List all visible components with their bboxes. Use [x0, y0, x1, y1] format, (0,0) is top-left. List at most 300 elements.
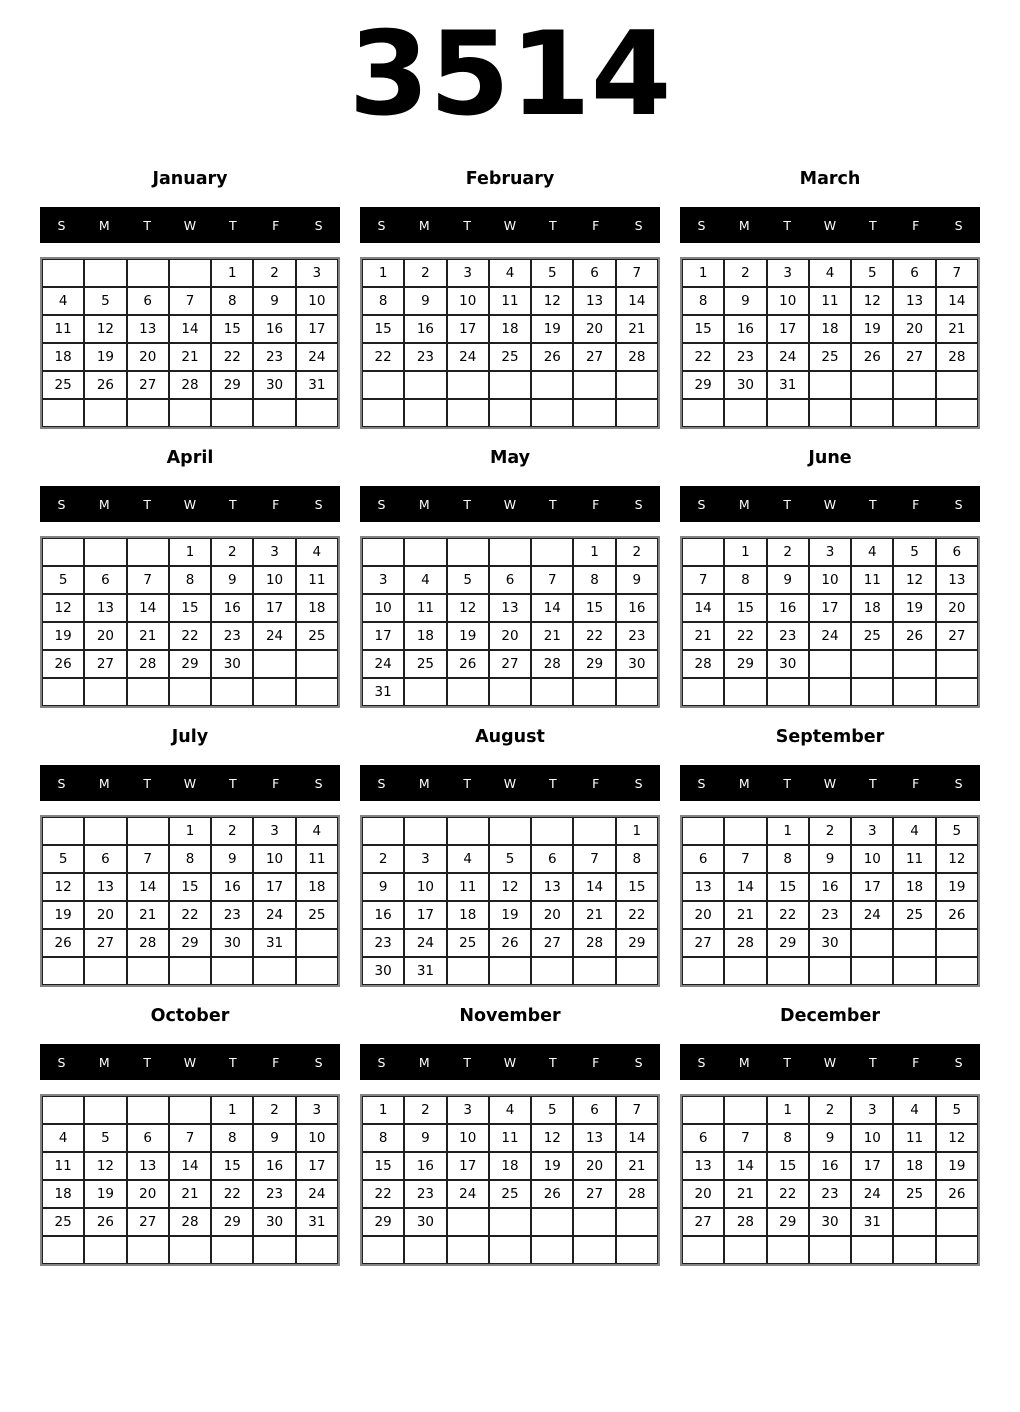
weekday-label: F	[272, 217, 280, 233]
day-cell: 17	[447, 315, 489, 343]
day-cell: 15	[767, 873, 809, 901]
day-cell: 3	[851, 1096, 893, 1124]
day-cell: 4	[404, 566, 446, 594]
day-cell-empty	[84, 957, 126, 985]
day-cell: 17	[404, 901, 446, 929]
day-cell: 5	[893, 538, 935, 566]
day-cell: 11	[851, 566, 893, 594]
day-cell: 2	[404, 1096, 446, 1124]
day-cell: 29	[724, 650, 766, 678]
day-cell: 9	[211, 845, 253, 873]
month-block-february	[360, 150, 660, 429]
weekday-label: F	[592, 1054, 600, 1070]
day-cell-empty	[296, 957, 338, 985]
day-cell: 5	[42, 845, 84, 873]
weekday-label: S	[954, 217, 963, 233]
day-cell: 4	[42, 287, 84, 315]
day-cell: 5	[531, 259, 573, 287]
day-cell: 29	[682, 371, 724, 399]
day-cell: 14	[127, 594, 169, 622]
day-cell-empty	[724, 957, 766, 985]
day-cell: 23	[724, 343, 766, 371]
weekday-label: W	[183, 775, 197, 791]
day-cell: 23	[404, 343, 446, 371]
day-cell: 28	[936, 343, 978, 371]
day-cell: 16	[724, 315, 766, 343]
weekday-label: S	[954, 775, 963, 791]
day-cell-empty	[489, 538, 531, 566]
day-cell: 16	[809, 1152, 851, 1180]
day-cell-empty	[84, 538, 126, 566]
day-cell-empty	[296, 650, 338, 678]
day-cell-empty	[404, 1236, 446, 1264]
day-cell: 17	[447, 1152, 489, 1180]
weekday-header-row	[680, 765, 980, 801]
day-cell: 1	[362, 1096, 404, 1124]
day-cell: 13	[489, 594, 531, 622]
day-cell: 12	[851, 287, 893, 315]
day-cell: 1	[767, 817, 809, 845]
day-cell-empty	[84, 817, 126, 845]
day-cell: 12	[42, 873, 84, 901]
day-cell-empty	[851, 399, 893, 427]
weekday-label: T	[229, 496, 237, 512]
day-cell: 20	[573, 1152, 615, 1180]
month-block-march	[680, 150, 980, 429]
day-cell: 11	[296, 845, 338, 873]
day-cell: 31	[362, 678, 404, 706]
day-cell-empty	[404, 817, 446, 845]
day-cell: 7	[724, 845, 766, 873]
day-cell: 29	[211, 1208, 253, 1236]
day-cell: 4	[851, 538, 893, 566]
day-cell: 24	[447, 343, 489, 371]
day-cell: 9	[404, 287, 446, 315]
day-cell-empty	[84, 1236, 126, 1264]
day-cell: 29	[211, 371, 253, 399]
day-cell-empty	[573, 678, 615, 706]
day-cell: 28	[169, 371, 211, 399]
day-cell: 16	[211, 594, 253, 622]
day-cell-empty	[447, 817, 489, 845]
day-cell: 26	[936, 901, 978, 929]
day-cell: 25	[809, 343, 851, 371]
day-cell-empty	[767, 678, 809, 706]
weekday-label: M	[418, 775, 430, 791]
day-cell-empty	[489, 399, 531, 427]
day-cell: 14	[169, 315, 211, 343]
day-cell: 1	[211, 259, 253, 287]
day-cell-empty	[724, 1236, 766, 1264]
day-cell-empty	[211, 1236, 253, 1264]
day-cell: 16	[809, 873, 851, 901]
day-cell: 24	[296, 343, 338, 371]
day-cell: 20	[127, 343, 169, 371]
day-cell-empty	[211, 399, 253, 427]
day-cell: 5	[531, 1096, 573, 1124]
day-cell-empty	[809, 1236, 851, 1264]
day-cell: 28	[724, 929, 766, 957]
day-cell: 6	[489, 566, 531, 594]
weekday-label: T	[783, 217, 791, 233]
day-cell-empty	[724, 678, 766, 706]
day-cell: 24	[362, 650, 404, 678]
day-cell: 8	[724, 566, 766, 594]
weekday-label: S	[57, 496, 66, 512]
day-cell: 19	[851, 315, 893, 343]
day-cell-empty	[936, 929, 978, 957]
day-cell-empty	[531, 1236, 573, 1264]
day-cell: 27	[573, 343, 615, 371]
day-cell-empty	[362, 1236, 404, 1264]
day-cell: 20	[84, 622, 126, 650]
weekday-label: M	[418, 217, 430, 233]
day-cell-empty	[893, 1208, 935, 1236]
day-cell: 5	[84, 1124, 126, 1152]
day-cell-empty	[893, 929, 935, 957]
day-cell-empty	[42, 678, 84, 706]
day-cell: 14	[169, 1152, 211, 1180]
day-cell: 10	[447, 1124, 489, 1152]
day-cell-empty	[127, 259, 169, 287]
day-cell: 1	[362, 259, 404, 287]
day-cell: 18	[42, 1180, 84, 1208]
day-cell: 23	[767, 622, 809, 650]
day-cell-empty	[893, 678, 935, 706]
weekday-label: S	[697, 496, 706, 512]
day-cell: 15	[573, 594, 615, 622]
month-title: November	[459, 1005, 561, 1026]
weekday-label: T	[463, 1054, 471, 1070]
day-cell: 31	[404, 957, 446, 985]
day-cell-empty	[211, 957, 253, 985]
weekday-header-row	[360, 486, 660, 522]
day-cell: 13	[682, 873, 724, 901]
day-cell: 10	[296, 1124, 338, 1152]
weekday-label: M	[738, 496, 750, 512]
day-cell-empty	[42, 399, 84, 427]
day-cell: 6	[84, 566, 126, 594]
day-cell: 30	[809, 1208, 851, 1236]
day-cell-empty	[296, 929, 338, 957]
day-cell: 23	[211, 622, 253, 650]
weekday-label: T	[869, 1054, 877, 1070]
day-cell: 26	[42, 929, 84, 957]
month-block-april	[40, 429, 340, 708]
day-cell: 22	[362, 343, 404, 371]
day-cell-empty	[809, 371, 851, 399]
month-title: May	[489, 447, 531, 468]
day-cell: 13	[531, 873, 573, 901]
day-cell: 9	[767, 566, 809, 594]
day-cell: 2	[211, 538, 253, 566]
day-cell: 6	[127, 1124, 169, 1152]
day-cell: 28	[169, 1208, 211, 1236]
weekday-label: T	[783, 1054, 791, 1070]
day-cell: 3	[447, 259, 489, 287]
weekday-label: T	[143, 496, 151, 512]
weekday-label: S	[377, 496, 386, 512]
day-cell-empty	[169, 399, 211, 427]
day-cell-empty	[682, 1236, 724, 1264]
day-cell: 31	[851, 1208, 893, 1236]
day-cell-empty	[127, 817, 169, 845]
day-cell-empty	[42, 1236, 84, 1264]
day-cell: 16	[767, 594, 809, 622]
day-cell: 1	[169, 538, 211, 566]
day-cell: 12	[893, 566, 935, 594]
day-cell-empty	[851, 371, 893, 399]
day-cell-empty	[127, 1096, 169, 1124]
month-grid-border	[40, 1094, 340, 1266]
month-grid	[42, 259, 338, 427]
day-cell: 21	[616, 315, 658, 343]
day-cell-empty	[936, 957, 978, 985]
day-cell-empty	[851, 1236, 893, 1264]
day-cell: 23	[616, 622, 658, 650]
month-block-june	[680, 429, 980, 708]
day-cell: 27	[84, 929, 126, 957]
day-cell: 24	[253, 622, 295, 650]
day-cell: 6	[573, 259, 615, 287]
day-cell: 31	[296, 1208, 338, 1236]
day-cell: 1	[724, 538, 766, 566]
day-cell: 4	[489, 1096, 531, 1124]
weekday-label: S	[954, 1054, 963, 1070]
day-cell: 18	[447, 901, 489, 929]
month-grid-border	[680, 536, 980, 708]
weekday-label: W	[503, 1054, 517, 1070]
day-cell-empty	[893, 399, 935, 427]
day-cell: 25	[893, 901, 935, 929]
day-cell-empty	[253, 957, 295, 985]
day-cell: 10	[253, 566, 295, 594]
weekday-header-row	[40, 765, 340, 801]
day-cell: 15	[211, 1152, 253, 1180]
day-cell: 26	[531, 1180, 573, 1208]
day-cell-empty	[127, 957, 169, 985]
day-cell: 8	[616, 845, 658, 873]
weekday-header-row	[680, 1044, 980, 1080]
day-cell-empty	[936, 1236, 978, 1264]
weekday-label: S	[634, 775, 643, 791]
day-cell: 7	[616, 259, 658, 287]
day-cell: 12	[42, 594, 84, 622]
day-cell: 2	[809, 1096, 851, 1124]
weekday-label: F	[912, 1054, 920, 1070]
day-cell: 13	[573, 287, 615, 315]
day-cell: 3	[253, 538, 295, 566]
day-cell: 6	[84, 845, 126, 873]
day-cell-empty	[616, 1208, 658, 1236]
day-cell: 11	[296, 566, 338, 594]
day-cell: 22	[573, 622, 615, 650]
day-cell: 19	[84, 1180, 126, 1208]
day-cell: 18	[296, 594, 338, 622]
day-cell: 20	[893, 315, 935, 343]
day-cell-empty	[682, 817, 724, 845]
month-grid	[362, 538, 658, 706]
day-cell-empty	[447, 957, 489, 985]
month-block-october	[40, 987, 340, 1266]
day-cell: 30	[253, 371, 295, 399]
day-cell: 14	[531, 594, 573, 622]
day-cell: 10	[253, 845, 295, 873]
day-cell-empty	[531, 371, 573, 399]
day-cell: 9	[253, 1124, 295, 1152]
day-cell: 30	[362, 957, 404, 985]
day-cell: 19	[42, 622, 84, 650]
day-cell-empty	[767, 1236, 809, 1264]
day-cell: 18	[489, 1152, 531, 1180]
weekday-label: T	[869, 775, 877, 791]
weekday-label: W	[183, 217, 197, 233]
weekday-label: S	[697, 217, 706, 233]
day-cell: 19	[447, 622, 489, 650]
weekday-label: F	[592, 217, 600, 233]
day-cell-empty	[573, 817, 615, 845]
day-cell: 11	[42, 1152, 84, 1180]
day-cell-empty	[573, 399, 615, 427]
day-cell: 6	[573, 1096, 615, 1124]
day-cell: 17	[767, 315, 809, 343]
day-cell: 14	[573, 873, 615, 901]
day-cell: 8	[169, 566, 211, 594]
day-cell: 9	[724, 287, 766, 315]
day-cell: 10	[447, 287, 489, 315]
day-cell: 20	[84, 901, 126, 929]
day-cell: 12	[489, 873, 531, 901]
day-cell-empty	[169, 1236, 211, 1264]
day-cell: 12	[936, 845, 978, 873]
day-cell: 15	[169, 594, 211, 622]
day-cell-empty	[724, 817, 766, 845]
weekday-header-row	[40, 1044, 340, 1080]
day-cell: 19	[531, 315, 573, 343]
weekday-label: M	[98, 496, 110, 512]
weekday-label: S	[634, 1054, 643, 1070]
day-cell: 3	[404, 845, 446, 873]
day-cell: 28	[127, 929, 169, 957]
day-cell: 25	[42, 371, 84, 399]
month-grid-border	[680, 1094, 980, 1266]
day-cell: 11	[809, 287, 851, 315]
day-cell: 29	[169, 650, 211, 678]
weekday-label: T	[143, 775, 151, 791]
month-grid	[682, 817, 978, 985]
day-cell: 25	[489, 343, 531, 371]
day-cell: 25	[404, 650, 446, 678]
day-cell: 5	[84, 287, 126, 315]
day-cell: 5	[936, 1096, 978, 1124]
month-title: February	[465, 168, 555, 189]
month-block-january	[40, 150, 340, 429]
day-cell-empty	[42, 1096, 84, 1124]
day-cell: 27	[84, 650, 126, 678]
weekday-label: S	[377, 1054, 386, 1070]
weekday-label: T	[549, 217, 557, 233]
day-cell-empty	[42, 817, 84, 845]
weekday-label: M	[738, 775, 750, 791]
month-grid-border	[360, 536, 660, 708]
day-cell: 6	[682, 845, 724, 873]
day-cell: 13	[682, 1152, 724, 1180]
day-cell: 21	[531, 622, 573, 650]
day-cell-empty	[936, 1208, 978, 1236]
day-cell: 28	[573, 929, 615, 957]
weekday-label: S	[634, 217, 643, 233]
day-cell: 15	[362, 315, 404, 343]
day-cell: 8	[573, 566, 615, 594]
day-cell: 29	[573, 650, 615, 678]
day-cell: 4	[296, 538, 338, 566]
month-grid-border	[360, 257, 660, 429]
day-cell-empty	[767, 399, 809, 427]
day-cell: 4	[296, 817, 338, 845]
weekday-label: F	[592, 775, 600, 791]
day-cell: 18	[489, 315, 531, 343]
day-cell: 4	[447, 845, 489, 873]
day-cell-empty	[936, 399, 978, 427]
day-cell-empty	[127, 1236, 169, 1264]
day-cell: 11	[404, 594, 446, 622]
day-cell: 14	[682, 594, 724, 622]
weekday-label: T	[143, 217, 151, 233]
day-cell-empty	[489, 957, 531, 985]
year-title: 3514	[348, 7, 672, 142]
day-cell: 27	[936, 622, 978, 650]
day-cell: 6	[682, 1124, 724, 1152]
day-cell: 2	[767, 538, 809, 566]
day-cell: 25	[296, 622, 338, 650]
month-grid-border	[40, 257, 340, 429]
day-cell-empty	[127, 399, 169, 427]
day-cell: 19	[893, 594, 935, 622]
day-cell: 20	[127, 1180, 169, 1208]
day-cell-empty	[893, 650, 935, 678]
month-grid	[682, 1096, 978, 1264]
day-cell-empty	[573, 1236, 615, 1264]
day-cell-empty	[489, 1208, 531, 1236]
day-cell-empty	[42, 957, 84, 985]
day-cell: 2	[724, 259, 766, 287]
weekday-header-row	[680, 486, 980, 522]
day-cell: 23	[404, 1180, 446, 1208]
day-cell: 30	[211, 929, 253, 957]
day-cell: 21	[127, 622, 169, 650]
day-cell: 22	[169, 622, 211, 650]
day-cell: 11	[489, 1124, 531, 1152]
weekday-label: S	[314, 775, 323, 791]
day-cell: 27	[893, 343, 935, 371]
day-cell-empty	[362, 371, 404, 399]
day-cell-empty	[169, 259, 211, 287]
day-cell: 31	[253, 929, 295, 957]
day-cell-empty	[809, 957, 851, 985]
day-cell: 14	[724, 1152, 766, 1180]
day-cell: 11	[893, 845, 935, 873]
weekday-label: T	[549, 775, 557, 791]
day-cell: 16	[253, 1152, 295, 1180]
day-cell-empty	[362, 817, 404, 845]
day-cell: 30	[211, 650, 253, 678]
day-cell: 16	[362, 901, 404, 929]
day-cell: 1	[616, 817, 658, 845]
day-cell: 18	[851, 594, 893, 622]
day-cell: 12	[936, 1124, 978, 1152]
weekday-label: S	[697, 1054, 706, 1070]
day-cell-empty	[84, 678, 126, 706]
